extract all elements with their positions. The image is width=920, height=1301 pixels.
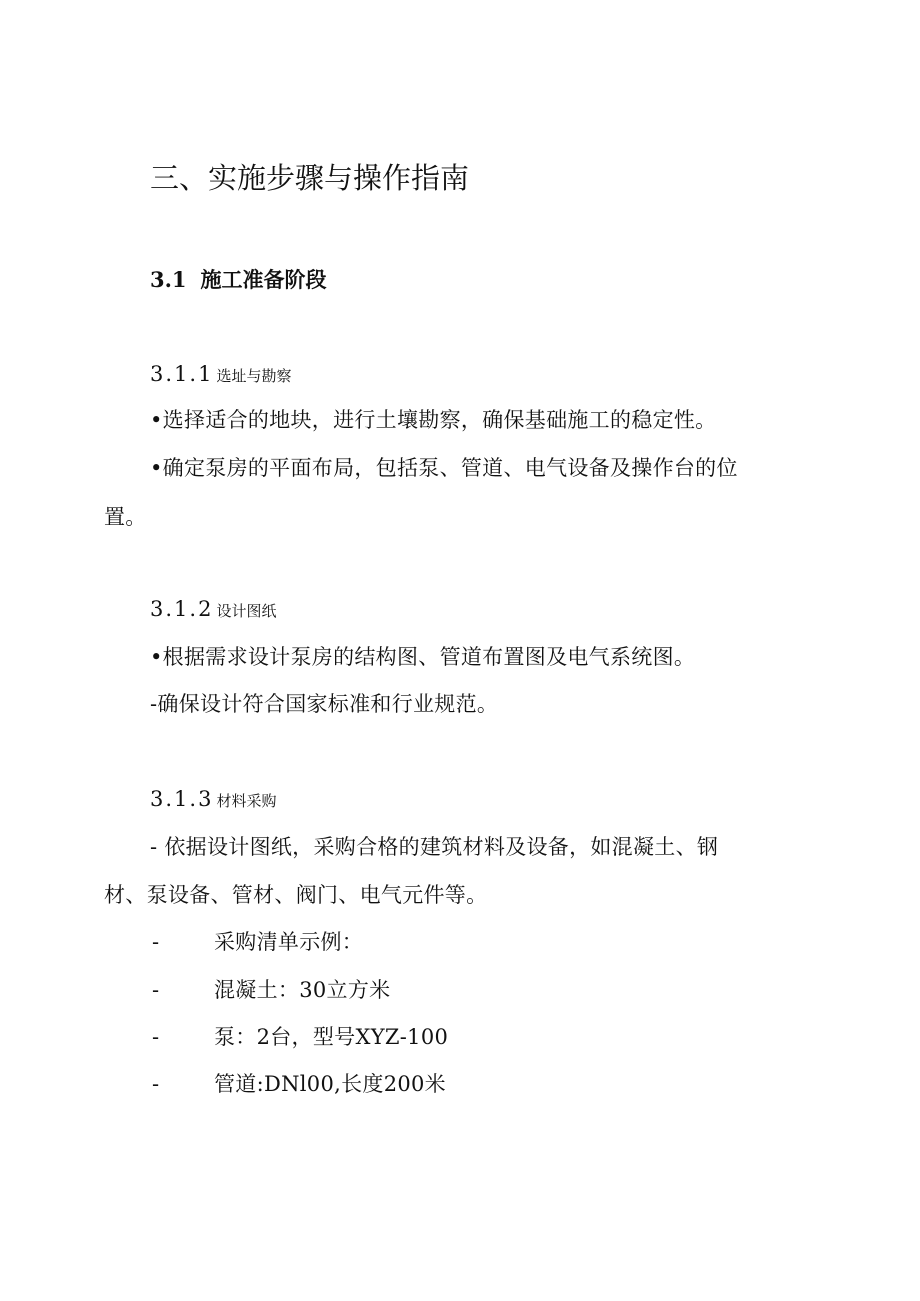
heading-title: 选址与勘察: [216, 367, 292, 385]
paragraph: •根据需求设计泵房的结构图、管道布置图及电气系统图。: [150, 645, 696, 669]
list-item-text: 泵：2台，型号XYZ-100: [214, 1025, 449, 1049]
paragraph-continuation: 置。: [104, 505, 147, 529]
list-item: [152, 1027, 652, 1051]
list-item-text: 管道:DNl00,长度200米: [214, 1072, 446, 1096]
paragraph: - 依据设计图纸，采购合格的建筑材料及设备，如混凝土、钢: [150, 835, 719, 859]
list-dash: -: [152, 1072, 160, 1096]
heading-number: 3.1.3: [150, 787, 214, 811]
paragraph: •选择适合的地块，进行土壤勘察，确保基础施工的稳定性。: [150, 408, 717, 432]
list-item-text: 采购清单示例：: [214, 930, 364, 954]
heading-number: 3.1.2: [150, 597, 214, 621]
list-item-text: 混凝土：30立方米: [214, 978, 391, 1002]
paragraph-continuation: 材、泵设备、管材、阀门、电气元件等。: [104, 883, 488, 907]
list-item: [152, 1074, 652, 1098]
list-dash: -: [152, 930, 160, 954]
heading-3-1-3: [150, 789, 276, 810]
heading-title: 设计图纸: [216, 602, 277, 620]
paragraph: -确保设计符合国家标准和行业规范。: [150, 692, 499, 716]
heading-3-1-2: [150, 599, 276, 620]
list-item: [152, 932, 652, 956]
subsection-heading: [150, 269, 327, 290]
heading-number: 3.1.1: [150, 362, 214, 386]
section-title: 三、实施步骤与操作指南: [150, 161, 470, 195]
list-dash: -: [152, 978, 160, 1002]
heading-3-1-1: [150, 364, 291, 385]
subsection-number: 3.1: [150, 267, 187, 292]
subsection-title: 施工准备阶段: [200, 267, 327, 292]
paragraph: •确定泵房的平面布局，包括泵、管道、电气设备及操作台的位: [150, 456, 738, 480]
heading-title: 材料采购: [216, 792, 277, 810]
list-item: [152, 980, 652, 1004]
list-dash: -: [152, 1025, 160, 1049]
